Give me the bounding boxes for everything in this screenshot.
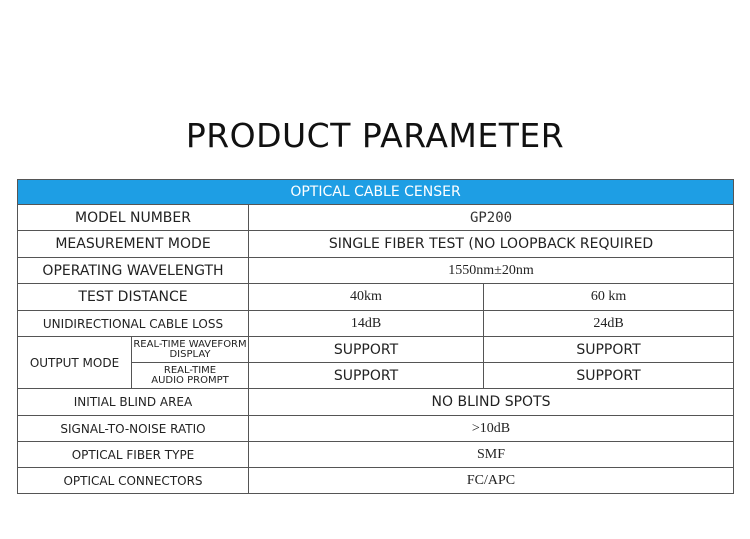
table-row — [18, 205, 734, 231]
audio-value-1: SUPPORT — [249, 363, 484, 389]
fiber-type-value: SMF — [249, 442, 734, 468]
waveform-display-label — [132, 337, 249, 363]
table-header: OPTICAL CABLE CENSER — [18, 180, 734, 205]
waveform-value-2: SUPPORT — [484, 337, 734, 363]
waveform-label-line1: REAL-TIME WAVEFORM — [133, 338, 247, 350]
measurement-mode-value: SINGLE FIBER TEST (NO LOOPBACK REQUIRED — [249, 231, 734, 258]
page-title: PRODUCT PARAMETER — [185, 116, 565, 155]
table-row — [18, 311, 734, 337]
connectors-label: OPTICAL CONNECTORS — [18, 468, 249, 494]
audio-prompt-label — [132, 363, 249, 389]
cable-loss-value-2: 24dB — [484, 311, 734, 337]
fiber-type-label: OPTICAL FIBER TYPE — [18, 442, 249, 468]
operating-wavelength-value: 1550nm±20nm — [249, 258, 734, 284]
connectors-value: FC/APC — [249, 468, 734, 494]
measurement-mode-label: MEASUREMENT MODE — [18, 231, 249, 258]
waveform-label-line2: DISPLAY — [169, 348, 211, 360]
test-distance-value-1: 40km — [249, 284, 484, 311]
table-header-row — [18, 180, 734, 205]
table-row — [18, 231, 734, 258]
test-distance-label: TEST DISTANCE — [18, 284, 249, 311]
audio-label-line2: AUDIO PROMPT — [151, 374, 229, 386]
audio-label-line1: REAL-TIME — [163, 364, 217, 376]
table-row — [18, 389, 734, 416]
table-row — [18, 416, 734, 442]
initial-blind-area-value: NO BLIND SPOTS — [249, 389, 734, 416]
waveform-value-1: SUPPORT — [249, 337, 484, 363]
initial-blind-area-label: INITIAL BLIND AREA — [18, 389, 249, 416]
audio-value-2: SUPPORT — [484, 363, 734, 389]
snr-value: >10dB — [249, 416, 734, 442]
table-row — [18, 284, 734, 311]
model-number-value: GP200 — [249, 205, 734, 231]
product-parameter-table — [17, 179, 734, 494]
snr-label: SIGNAL-TO-NOISE RATIO — [18, 416, 249, 442]
table-row — [18, 258, 734, 284]
output-mode-label: OUTPUT MODE — [18, 337, 132, 389]
cable-loss-label: UNIDIRECTIONAL CABLE LOSS — [18, 311, 249, 337]
model-number-label: MODEL NUMBER — [18, 205, 249, 231]
table-row — [18, 468, 734, 494]
test-distance-value-2: 60 km — [484, 284, 734, 311]
table-row — [18, 442, 734, 468]
cable-loss-value-1: 14dB — [249, 311, 484, 337]
table-row — [18, 337, 734, 363]
operating-wavelength-label: OPERATING WAVELENGTH — [18, 258, 249, 284]
